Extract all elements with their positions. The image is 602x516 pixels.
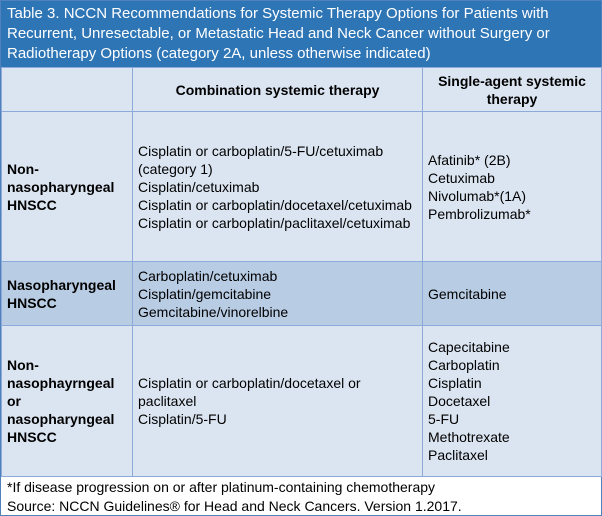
- therapy-item: Pembrolizumab*: [428, 205, 531, 222]
- therapy-item: Paclitaxel: [428, 447, 488, 463]
- single-agent-cell: [423, 262, 602, 326]
- single-agent-cell: [423, 112, 602, 262]
- therapy-item: Docetaxel: [428, 393, 491, 409]
- therapy-item: Cetuximab: [428, 169, 495, 186]
- therapy-table: [1, 67, 602, 477]
- row-label: Nasopharyngeal HNSCC: [2, 262, 133, 326]
- therapy-item: Afatinib* (2B): [428, 151, 511, 168]
- header-combination: Combination systemic therapy: [133, 68, 423, 112]
- header-empty: [2, 68, 133, 112]
- therapy-item: Nivolumab*(1A): [428, 187, 527, 204]
- header-single-agent: Single-agent systemic therapy: [423, 68, 602, 112]
- therapy-item: Capecitabine: [428, 339, 510, 355]
- table-row: [2, 112, 602, 262]
- footnote: *If disease progression on or after platinum-containing chemotherapy: [7, 479, 436, 495]
- source-note: Source: NCCN Guidelines® for Head and Neck Cancers. Version 1.2017.: [7, 498, 462, 514]
- combination-cell: [133, 326, 423, 477]
- therapy-item: 5-FU: [428, 411, 460, 427]
- therapy-item: Cisplatin or carboplatin/paclitaxel/cetuximab: [138, 214, 411, 231]
- table-title: Table 3. NCCN Recommendations for Systemic Therapy Options for Patients with Recurrent, Unresectable, or Metastatic Head and Neck Cancer without Surgery or Radiotherapy Options (category 2A, unless otherwise indicated): [1, 1, 601, 67]
- row-label: Non-nasopharyngeal HNSCC: [2, 112, 133, 262]
- therapy-item: Cisplatin: [428, 375, 482, 391]
- therapy-item: Carboplatin: [428, 357, 500, 373]
- table-row: [2, 326, 602, 477]
- therapy-item: Carboplatin/cetuximab: [138, 267, 278, 284]
- combination-cell: [133, 262, 423, 326]
- row-label: Non-nasophayrngeal or nasopharyngeal HNSCC: [2, 326, 133, 477]
- therapy-item: Cisplatin/5-FU: [138, 411, 227, 427]
- table-footer: [1, 476, 601, 515]
- therapy-item: Cisplatin/cetuximab: [138, 178, 260, 195]
- combination-cell: [133, 112, 423, 262]
- therapy-item: Cisplatin or carboplatin/docetaxel or paclitaxel: [138, 375, 361, 409]
- therapy-item: Gemcitabine/vinorelbine: [138, 303, 289, 320]
- therapy-item: Cisplatin/gemcitabine: [138, 285, 272, 302]
- therapy-item: Cisplatin or carboplatin/5-FU/cetuximab (category 1): [138, 142, 384, 177]
- therapy-item: Cisplatin or carboplatin/docetaxel/cetuximab: [138, 196, 412, 213]
- single-agent-cell: [423, 326, 602, 477]
- therapy-item: Gemcitabine: [428, 285, 507, 302]
- table-row: [2, 262, 602, 326]
- therapy-item: Methotrexate: [428, 429, 510, 445]
- table-header-row: [2, 68, 602, 112]
